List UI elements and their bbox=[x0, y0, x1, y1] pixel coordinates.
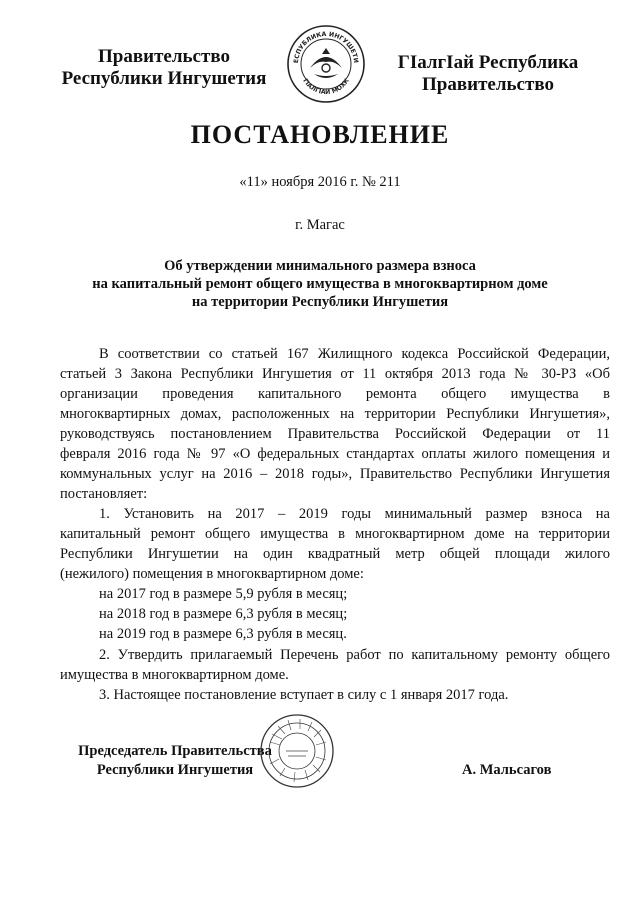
rate-line-2019: на 2019 год в размере 6,3 рубля в месяц. bbox=[99, 626, 347, 642]
body-line: организации проведения капитального ремонта общего имущества в bbox=[60, 386, 610, 402]
body-line: (нежилого) помещения в многоквартирном доме: bbox=[60, 566, 364, 582]
body-line: 2. Утвердить прилагаемый Перечень работ по капитальному ремонту общего bbox=[99, 647, 610, 663]
document-subject bbox=[60, 257, 580, 311]
subject-line: Об утверждении минимального размера взноса bbox=[164, 258, 476, 274]
signatory-name: А. Мальсагов bbox=[462, 762, 552, 778]
rate-line-2017: на 2017 год в размере 5,9 рубля в месяц; bbox=[99, 586, 348, 602]
body-line: февраля 2016 года № 97 «О федеральных стандартах оплаты жилого помещения и bbox=[60, 446, 610, 462]
signatory-line1: Председатель Правительства bbox=[78, 743, 272, 759]
signatory-line2: Республики Ингушетия bbox=[96, 762, 254, 778]
svg-text:РЕСПУБЛИКА ИНГУШЕТИЯ: ЕСПУБЛИКА ИНГУШЕТИ bbox=[292, 30, 360, 64]
official-stamp-seal-icon bbox=[258, 712, 336, 790]
document-city: г. Магас bbox=[295, 217, 345, 233]
header-right-block bbox=[365, 52, 611, 96]
body-line: имущества в многоквартирном доме. bbox=[60, 667, 289, 683]
body-line: статьей 3 Закона Республики Ингушетия от 11 октября 2013 года № 30-РЗ «Об bbox=[60, 366, 610, 382]
body-line: Республики Ингушетии на один квадратный метр общей площади жилого bbox=[60, 546, 610, 562]
subject-line: на территории Республики Ингушетия bbox=[191, 294, 449, 310]
body-line: постановляет: bbox=[60, 486, 148, 502]
body-line: 3. Настоящее постановление вступает в силу с 1 января 2017 года. bbox=[99, 687, 509, 703]
header-right-line2: Правительство bbox=[422, 74, 554, 95]
body-line: В соответствии со статьей 167 Жилищного кодекса Российской Федерации, bbox=[99, 346, 610, 362]
signatory-position bbox=[60, 742, 290, 780]
document-title: ПОСТАНОВЛЕНИЕ bbox=[190, 120, 450, 149]
body-line: руководствуясь постановлением Правительства Российской Федерации от 11 bbox=[60, 426, 610, 442]
body-line: 1. Установить на 2017 – 2019 годы минимальный размер взноса на bbox=[99, 506, 610, 522]
body-line: коммунальных услуг на 2016 – 2018 годы», Правительство Республики Ингушетия bbox=[60, 466, 610, 482]
header-right-line1: ГIалгIай Республика bbox=[397, 52, 579, 73]
document-date-number: «11» ноября 2016 г. № 211 bbox=[239, 174, 401, 190]
header-left-line1: Правительство bbox=[98, 46, 230, 67]
subject-line: на капитальный ремонт общего имущества в многоквартирном доме bbox=[92, 276, 548, 292]
rate-line-2018: на 2018 год в размере 6,3 рубля в месяц; bbox=[99, 606, 348, 622]
body-line: многоквартирных домах, расположенных на территории Республики Ингушетия», bbox=[60, 406, 610, 422]
header-left-block bbox=[44, 46, 284, 90]
body-line: капитальный ремонт общего имущества в многоквартирном доме на территории bbox=[60, 526, 610, 542]
coat-of-arms-emblem-icon bbox=[286, 24, 366, 104]
svg-text:ГIАЛГIАЙ МОХК: ГIАЛГIАЙ МОХК bbox=[301, 77, 351, 97]
header-left-line2: Республики Ингушетия bbox=[61, 68, 267, 89]
